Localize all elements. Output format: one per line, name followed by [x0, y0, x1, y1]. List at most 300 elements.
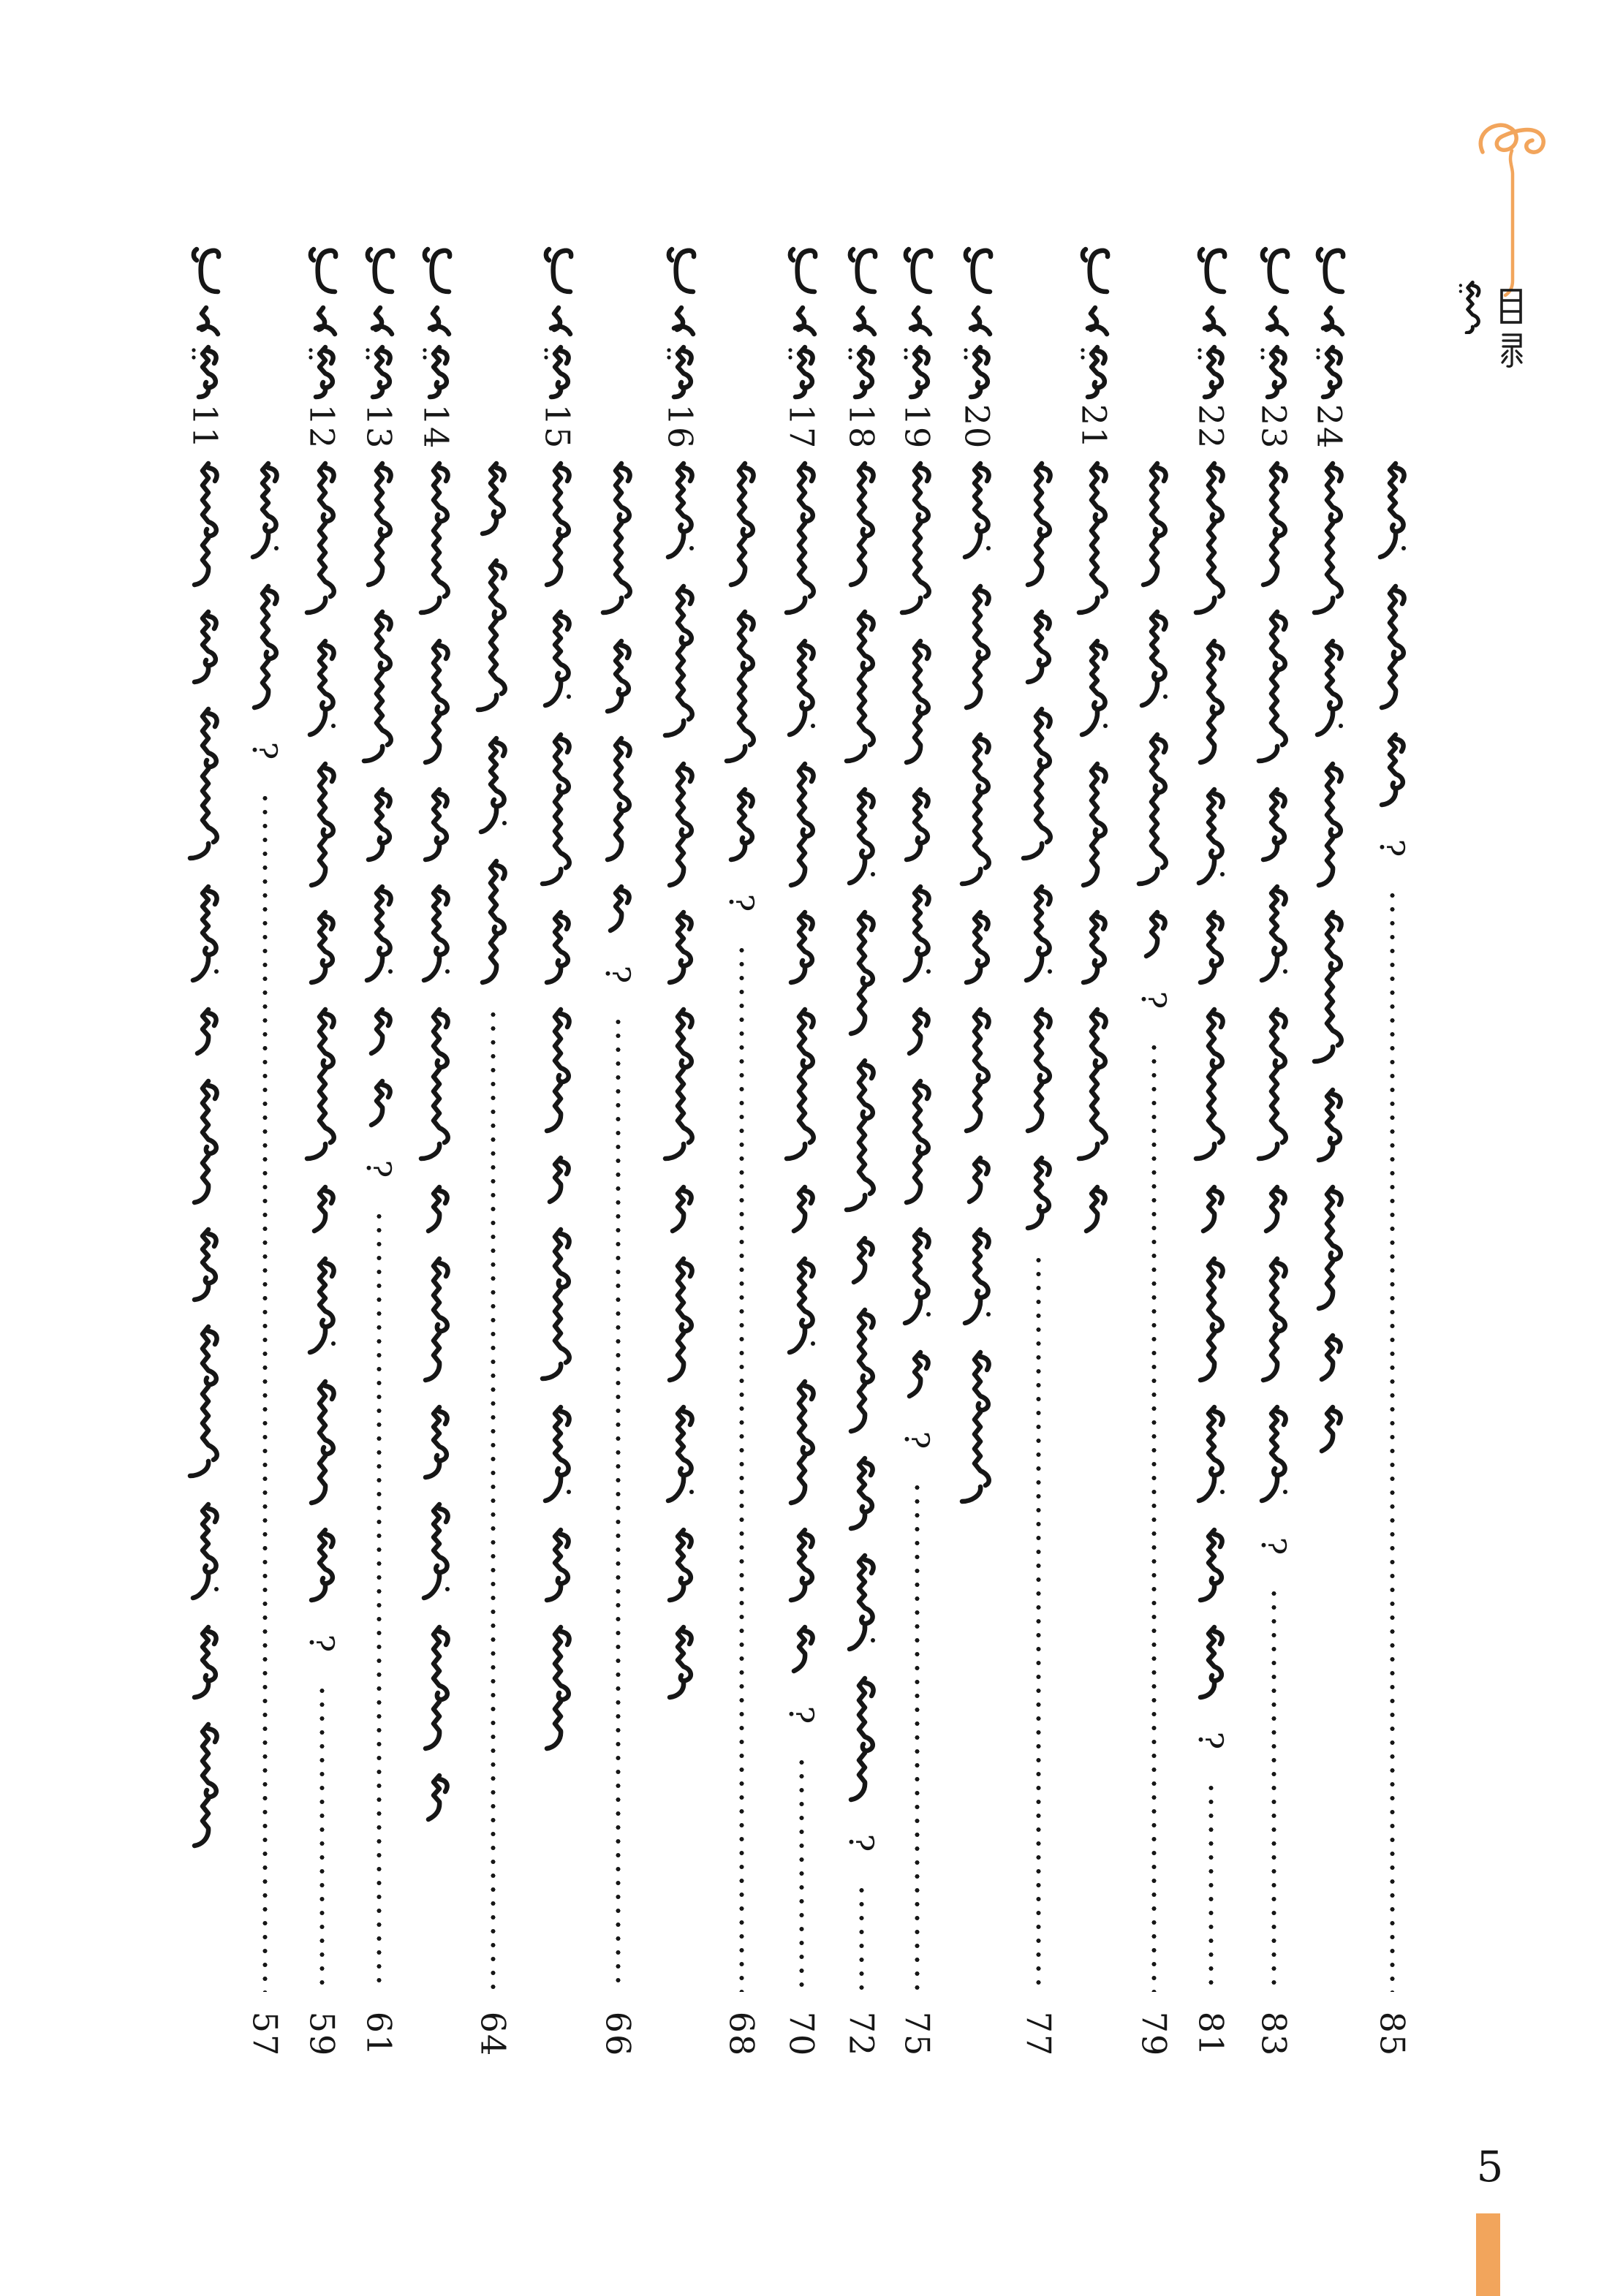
question-mark: ? — [245, 741, 284, 760]
mongolian-word-glyph — [1253, 609, 1294, 766]
lesson-number: 18 — [841, 403, 882, 450]
mongolian-word-glyph — [301, 761, 342, 889]
mongolian-word-glyph — [184, 1078, 225, 1206]
lesson-prefix-p1-icon — [841, 245, 882, 298]
entry-title-text — [659, 461, 700, 1992]
mongolian-word-glyph — [1309, 1333, 1350, 1384]
mongolian-word-glyph — [301, 909, 342, 986]
mongolian-word-glyph — [841, 1553, 882, 1655]
mongolian-word-glyph — [415, 1184, 456, 1235]
mongolian-word-glyph — [472, 858, 513, 986]
mongolian-word-glyph — [1018, 706, 1059, 863]
mongolian-word-glyph — [301, 1007, 342, 1164]
toc-title-mongolian-icon — [1453, 272, 1487, 342]
mongolian-word-glyph — [841, 461, 882, 588]
toc-title-char-lu-icon — [1497, 331, 1526, 369]
question-mark: ? — [841, 1833, 881, 1852]
lesson-prefix-p2-icon — [1253, 305, 1294, 337]
lesson-prefix — [1073, 245, 1114, 398]
mongolian-word-glyph — [956, 1007, 997, 1134]
mongolian-word-glyph — [1018, 609, 1059, 686]
entry-title-text — [184, 461, 225, 1992]
lesson-prefix-p2-icon — [841, 305, 882, 337]
toc-entry-15-cont — [597, 245, 638, 2087]
toc-entry-16 — [659, 245, 700, 2087]
entry-title-text — [1073, 461, 1114, 1992]
mongolian-word-glyph — [184, 706, 225, 863]
lesson-prefix-p2-icon — [781, 305, 822, 337]
toc-entry-15 — [537, 245, 578, 2087]
mongolian-word-glyph — [184, 1227, 225, 1303]
lesson-prefix-p1-icon — [415, 245, 456, 298]
mongolian-word-glyph — [781, 461, 822, 618]
lesson-prefix-p1-icon — [1190, 245, 1231, 298]
mongolian-word-glyph — [781, 761, 822, 889]
lesson-prefix — [358, 245, 399, 398]
mongolian-word-glyph — [896, 1007, 937, 1058]
lesson-prefix-p2-icon — [1309, 305, 1350, 337]
mongolian-word-glyph — [781, 1184, 822, 1235]
lesson-prefix-p1-icon — [301, 245, 342, 298]
lesson-prefix-p3-icon — [1073, 344, 1114, 400]
mongolian-word-glyph — [1372, 732, 1412, 808]
lesson-prefix — [301, 245, 342, 398]
dot-leader — [1271, 1590, 1276, 1992]
mongolian-word-glyph — [781, 909, 822, 986]
mongolian-word-glyph — [659, 761, 700, 889]
lesson-prefix — [781, 245, 822, 398]
mongolian-word-glyph — [841, 1235, 882, 1287]
lesson-prefix-p1-icon — [1309, 245, 1350, 298]
mongolian-word-glyph — [956, 461, 997, 563]
mongolian-word-glyph — [956, 732, 997, 889]
mongolian-word-glyph — [415, 1007, 456, 1164]
lesson-prefix-p3-icon — [896, 344, 937, 400]
dot-leader — [491, 1011, 496, 1992]
page-number: 81 — [1190, 2011, 1230, 2058]
lesson-number: 20 — [957, 403, 997, 450]
mongolian-word-glyph — [659, 1256, 700, 1384]
toc-title-char-mu-icon — [1497, 288, 1525, 325]
mongolian-word-glyph — [781, 1624, 822, 1675]
mongolian-word-glyph — [415, 1501, 456, 1604]
mongolian-word-glyph — [781, 1527, 822, 1604]
toc-entry-24-cont — [1372, 245, 1412, 2087]
mongolian-word-glyph — [659, 461, 700, 563]
mongolian-word-glyph — [415, 461, 456, 618]
mongolian-word-glyph — [597, 735, 638, 863]
mongolian-word-glyph — [472, 461, 513, 537]
toc-entry-13 — [358, 245, 399, 2087]
mongolian-word-glyph — [1253, 1256, 1294, 1384]
mongolian-word-glyph — [896, 1227, 937, 1329]
mongolian-word-glyph — [841, 1307, 882, 1435]
toc-entry-18 — [841, 245, 882, 2087]
lesson-number: 15 — [537, 403, 578, 450]
question-mark: ? — [897, 1431, 937, 1450]
mongolian-word-glyph — [1073, 638, 1114, 740]
mongolian-word-glyph — [301, 1256, 342, 1358]
mongolian-word-glyph — [415, 1624, 456, 1752]
lesson-prefix-p2-icon — [301, 305, 342, 337]
mongolian-word-glyph — [956, 909, 997, 986]
lesson-prefix-p3-icon — [184, 344, 225, 400]
mongolian-word-glyph — [1190, 638, 1231, 766]
lesson-prefix-p3-icon — [659, 344, 700, 400]
mongolian-word-glyph — [358, 884, 399, 986]
lesson-prefix-p3-icon — [1253, 344, 1294, 400]
mongolian-word-glyph — [301, 1184, 342, 1235]
mongolian-word-glyph — [537, 1404, 578, 1507]
mongolian-word-glyph — [956, 1155, 997, 1206]
lesson-prefix-p2-icon — [1190, 305, 1231, 337]
toc-entry-19 — [896, 245, 937, 2087]
dot-leader — [915, 1484, 920, 1992]
mongolian-word-glyph — [537, 732, 578, 889]
mongolian-word-glyph — [1309, 1404, 1350, 1455]
lesson-prefix — [841, 245, 882, 398]
lesson-prefix — [1190, 245, 1231, 398]
lesson-number: 16 — [660, 403, 700, 450]
mongolian-word-glyph — [184, 1324, 225, 1481]
lesson-prefix-p2-icon — [659, 305, 700, 337]
mongolian-word-glyph — [358, 787, 399, 863]
lesson-prefix-p3-icon — [956, 344, 997, 400]
lesson-prefix-p1-icon — [956, 245, 997, 298]
mongolian-word-glyph — [721, 609, 762, 766]
page-number: 79 — [1133, 2011, 1173, 2058]
lesson-prefix-p1-icon — [1253, 245, 1294, 298]
mongolian-word-glyph — [301, 1379, 342, 1507]
entry-title-text — [1372, 461, 1412, 1992]
mongolian-word-glyph — [244, 583, 285, 711]
question-mark: ? — [359, 1159, 398, 1178]
lesson-prefix-p3-icon — [841, 344, 882, 400]
mongolian-word-glyph — [896, 638, 937, 766]
mongolian-word-glyph — [1190, 787, 1231, 889]
lesson-prefix — [1253, 245, 1294, 398]
dot-leader — [1036, 1257, 1041, 1992]
lesson-prefix — [537, 245, 578, 398]
mongolian-word-glyph — [1190, 461, 1231, 618]
question-mark: ? — [722, 893, 761, 912]
mongolian-word-glyph — [1309, 1184, 1350, 1312]
dot-leader — [262, 795, 268, 1992]
lesson-prefix-p2-icon — [184, 305, 225, 337]
mongolian-word-glyph — [1018, 1007, 1059, 1134]
entry-title-text — [1253, 461, 1294, 1992]
entry-title-text — [415, 461, 456, 1992]
mongolian-word-glyph — [896, 1349, 937, 1401]
mongolian-word-glyph — [1073, 461, 1114, 618]
lesson-number: 23 — [1254, 403, 1294, 450]
dot-leader — [799, 1759, 804, 1992]
toc-entry-11-cont — [244, 245, 285, 2087]
mongolian-word-glyph — [1133, 461, 1174, 588]
page-number: 68 — [721, 2011, 761, 2058]
mongolian-word-glyph — [896, 884, 937, 986]
toc-entry-23 — [1253, 245, 1294, 2087]
mongolian-word-glyph — [1253, 461, 1294, 588]
entry-title-text — [956, 461, 997, 1992]
dot-leader — [319, 1687, 325, 1992]
mongolian-word-glyph — [659, 1404, 700, 1507]
entry-title-text — [1018, 461, 1059, 1992]
mongolian-word-glyph — [781, 1256, 822, 1358]
entry-title-text — [244, 461, 285, 1992]
mongolian-word-glyph — [301, 461, 342, 618]
lesson-number: 22 — [1191, 403, 1231, 450]
mongolian-word-glyph — [956, 1227, 997, 1329]
page-number: 59 — [301, 2011, 341, 2058]
toc-entry-14 — [415, 245, 456, 2087]
entry-title-text — [472, 461, 513, 1992]
page-number: 57 — [244, 2011, 284, 2058]
lesson-number: 21 — [1074, 403, 1114, 450]
lesson-prefix — [896, 245, 937, 398]
mongolian-word-glyph — [184, 884, 225, 986]
toc-entry-24 — [1309, 245, 1350, 2087]
page-number: 61 — [358, 2011, 398, 2058]
mongolian-word-glyph — [184, 609, 225, 686]
lesson-number: 19 — [897, 403, 937, 450]
entry-title-text — [896, 461, 937, 1992]
question-mark: ? — [1191, 1731, 1230, 1750]
mongolian-word-glyph — [358, 609, 399, 766]
lesson-prefix-p3-icon — [1190, 344, 1231, 400]
dot-leader — [739, 947, 744, 1992]
page-number: 72 — [841, 2011, 881, 2058]
mongolian-word-glyph — [537, 1527, 578, 1604]
mongolian-word-glyph — [1253, 1404, 1294, 1507]
mongolian-word-glyph — [1133, 909, 1174, 961]
lesson-prefix-p1-icon — [537, 245, 578, 298]
mongolian-word-glyph — [659, 1184, 700, 1235]
mongolian-word-glyph — [537, 1007, 578, 1134]
lesson-prefix-p3-icon — [358, 344, 399, 400]
mongolian-word-glyph — [537, 909, 578, 986]
lesson-number: 13 — [359, 403, 399, 450]
lesson-prefix-p1-icon — [358, 245, 399, 298]
mongolian-word-glyph — [244, 461, 285, 563]
toc-entry-22 — [1190, 245, 1231, 2087]
lesson-prefix-p2-icon — [358, 305, 399, 337]
mongolian-word-glyph — [1190, 1624, 1231, 1701]
mongolian-word-glyph — [659, 1527, 700, 1604]
mongolian-word-glyph — [301, 1527, 342, 1604]
dot-leader — [616, 1018, 621, 1992]
mongolian-word-glyph — [415, 1773, 456, 1824]
mongolian-word-glyph — [841, 787, 882, 889]
mongolian-word-glyph — [1190, 1256, 1231, 1384]
question-mark: ? — [302, 1634, 341, 1653]
entry-title-text — [1309, 461, 1350, 1992]
question-mark: ? — [1134, 990, 1173, 1009]
page-number: 66 — [597, 2011, 638, 2058]
dot-leader — [1390, 892, 1395, 1992]
entry-title-text — [1190, 461, 1231, 1992]
lesson-prefix-p1-icon — [781, 245, 822, 298]
mongolian-word-glyph — [721, 461, 762, 588]
lesson-number: 14 — [416, 403, 456, 450]
mongolian-word-glyph — [896, 1078, 937, 1206]
mongolian-word-glyph — [415, 638, 456, 766]
mongolian-word-glyph — [1073, 1007, 1114, 1164]
mongolian-word-glyph — [841, 609, 882, 766]
page-number: 64 — [472, 2011, 512, 2058]
lesson-prefix-p3-icon — [415, 344, 456, 400]
mongolian-word-glyph — [184, 1624, 225, 1701]
mongolian-word-glyph — [415, 884, 456, 986]
page-number: 85 — [1372, 2011, 1412, 2058]
mongolian-word-glyph — [537, 461, 578, 588]
lesson-prefix — [184, 245, 225, 398]
entry-title-text — [597, 461, 638, 1992]
mongolian-word-glyph — [896, 787, 937, 863]
entry-title-text — [721, 461, 762, 1992]
mongolian-word-glyph — [1309, 461, 1350, 618]
mongolian-word-glyph — [472, 558, 513, 715]
dot-leader — [377, 1213, 382, 1992]
lesson-prefix-p3-icon — [537, 344, 578, 400]
lesson-number: 17 — [782, 403, 822, 450]
mongolian-word-glyph — [896, 461, 937, 618]
toc-entry-17 — [781, 245, 822, 2087]
question-mark: ? — [1372, 838, 1412, 857]
toc-entry-16-cont — [721, 245, 762, 2087]
dot-leader — [1151, 1044, 1157, 1992]
page-number: 70 — [781, 2011, 821, 2058]
page-number: 75 — [896, 2011, 937, 2058]
mongolian-word-glyph — [1073, 1184, 1114, 1235]
mongolian-word-glyph — [597, 638, 638, 715]
mongolian-word-glyph — [184, 1721, 225, 1849]
question-mark: ? — [598, 965, 638, 984]
lesson-prefix-p3-icon — [781, 344, 822, 400]
mongolian-word-glyph — [1253, 787, 1294, 863]
mongolian-word-glyph — [659, 909, 700, 986]
mongolian-word-glyph — [537, 1155, 578, 1206]
toc-title-chinese — [1497, 288, 1526, 369]
mongolian-word-glyph — [1073, 761, 1114, 889]
lesson-prefix — [415, 245, 456, 398]
mongolian-word-glyph — [1018, 884, 1059, 986]
mongolian-word-glyph — [415, 787, 456, 863]
dot-leader — [1208, 1784, 1214, 1992]
lesson-prefix-p2-icon — [956, 305, 997, 337]
mongolian-word-glyph — [537, 1227, 578, 1384]
mongolian-word-glyph — [721, 787, 762, 863]
mongolian-word-glyph — [659, 583, 700, 740]
toc-entry-11 — [184, 245, 225, 2087]
mongolian-word-glyph — [1253, 1184, 1294, 1235]
lesson-prefix — [1309, 245, 1350, 398]
lesson-prefix — [956, 245, 997, 398]
lesson-prefix-p1-icon — [184, 245, 225, 298]
toc-entry-20-cont — [1018, 245, 1059, 2087]
lesson-number: 11 — [185, 403, 225, 450]
mongolian-word-glyph — [1309, 638, 1350, 740]
entry-title-text — [1133, 461, 1174, 1992]
page-number: 77 — [1018, 2011, 1058, 2058]
lesson-prefix-p3-icon — [1309, 344, 1350, 400]
mongolian-word-glyph — [1372, 583, 1412, 711]
toc-entry-21-cont — [1133, 245, 1174, 2087]
mongolian-word-glyph — [358, 461, 399, 588]
lesson-prefix-p2-icon — [415, 305, 456, 337]
mongolian-word-glyph — [841, 909, 882, 1037]
mongolian-word-glyph — [1018, 1155, 1059, 1232]
entry-title-text — [781, 461, 822, 1992]
entry-title-text — [841, 461, 882, 1992]
lesson-prefix-p2-icon — [537, 305, 578, 337]
mongolian-word-glyph — [1133, 732, 1174, 889]
mongolian-word-glyph — [841, 1675, 882, 1803]
mongolian-word-glyph — [1133, 609, 1174, 711]
mongolian-word-glyph — [1018, 461, 1059, 588]
mongolian-word-glyph — [184, 1007, 225, 1058]
mongolian-word-glyph — [1372, 461, 1412, 563]
page-number: 83 — [1253, 2011, 1293, 2058]
toc-entry-12 — [301, 245, 342, 2087]
mongolian-word-glyph — [841, 1455, 882, 1532]
mongolian-word-glyph — [1073, 909, 1114, 986]
mongolian-word-glyph — [472, 735, 513, 838]
mongolian-word-glyph — [415, 1256, 456, 1384]
lesson-prefix-p1-icon — [659, 245, 700, 298]
mongolian-word-glyph — [1190, 1404, 1231, 1507]
mongolian-word-glyph — [184, 461, 225, 588]
mongolian-word-glyph — [1253, 1007, 1294, 1164]
header-flourish-icon — [1468, 110, 1556, 300]
mongolian-word-glyph — [597, 884, 638, 935]
mongolian-word-glyph — [659, 1624, 700, 1701]
mongolian-word-glyph — [1190, 909, 1231, 986]
mongolian-word-glyph — [1190, 1184, 1231, 1235]
mongolian-word-glyph — [1190, 1527, 1231, 1604]
folio-number: 5 — [1476, 2142, 1504, 2191]
mongolian-word-glyph — [1309, 1087, 1350, 1164]
lesson-prefix-p2-icon — [896, 305, 937, 337]
mongolian-word-glyph — [358, 1007, 399, 1058]
mongolian-word-glyph — [781, 1379, 822, 1507]
lesson-prefix — [659, 245, 700, 398]
lesson-prefix-p2-icon — [1073, 305, 1114, 337]
question-mark: ? — [782, 1705, 821, 1724]
mongolian-word-glyph — [956, 1349, 997, 1507]
mongolian-word-glyph — [659, 1007, 700, 1164]
toc-entry-20 — [956, 245, 997, 2087]
mongolian-word-glyph — [537, 609, 578, 711]
lesson-prefix-p3-icon — [301, 344, 342, 400]
mongolian-word-glyph — [1309, 909, 1350, 1066]
question-mark: ? — [1254, 1537, 1293, 1556]
mongolian-word-glyph — [597, 461, 638, 618]
page-edge-tab — [1476, 2213, 1500, 2296]
lesson-number: 12 — [302, 403, 342, 450]
dot-leader — [859, 1887, 864, 1992]
mongolian-word-glyph — [781, 638, 822, 740]
mongolian-word-glyph — [1253, 884, 1294, 986]
lesson-prefix-p1-icon — [896, 245, 937, 298]
mongolian-word-glyph — [781, 1007, 822, 1164]
mongolian-word-glyph — [358, 1078, 399, 1129]
mongolian-word-glyph — [1309, 761, 1350, 889]
toc-entry-21 — [1073, 245, 1114, 2087]
mongolian-word-glyph — [184, 1501, 225, 1604]
mongolian-word-glyph — [841, 1058, 882, 1215]
mongolian-word-glyph — [415, 1404, 456, 1481]
